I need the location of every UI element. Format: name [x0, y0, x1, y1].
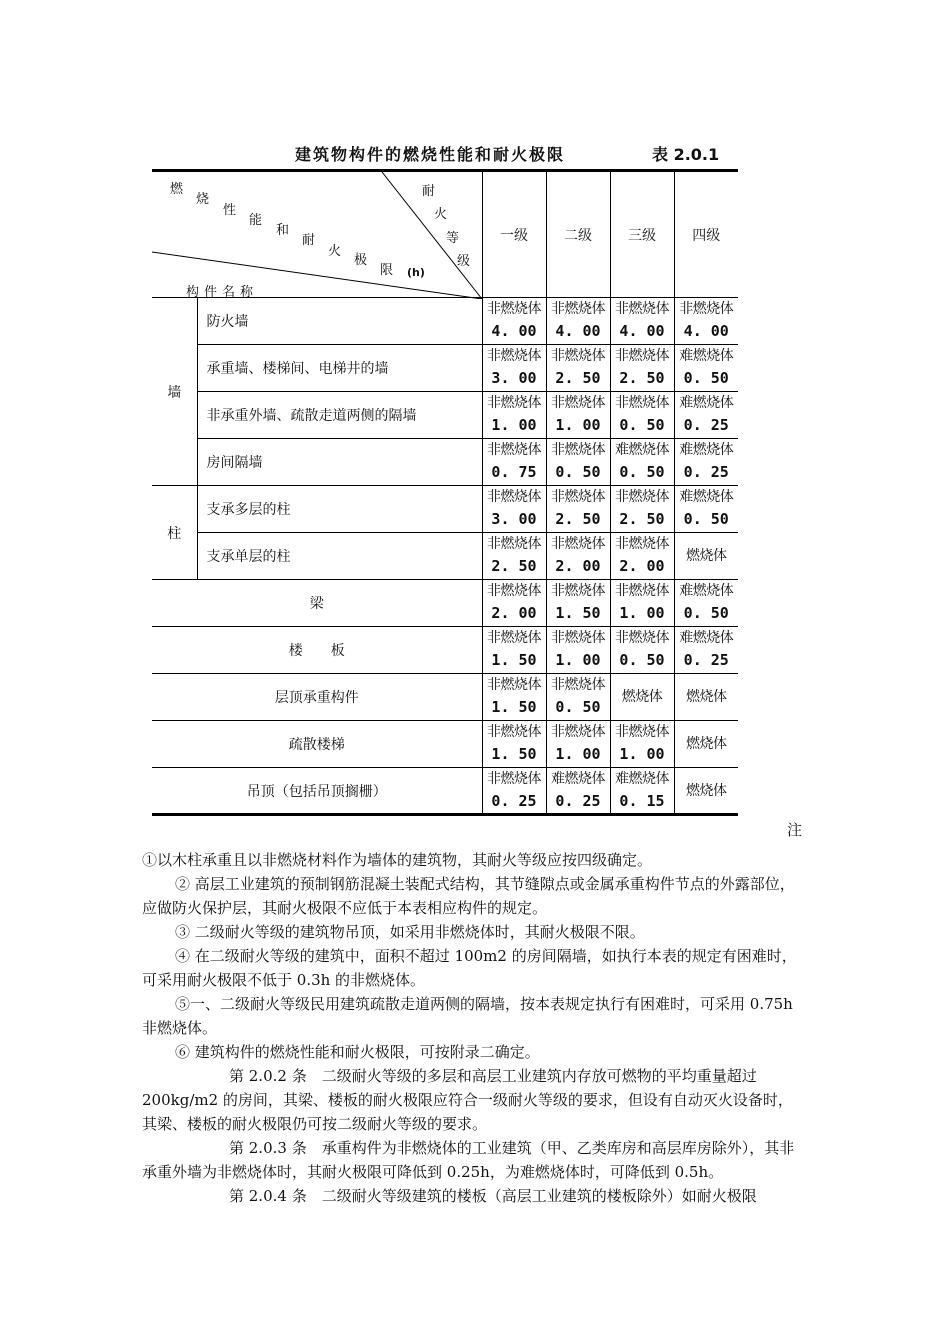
note-3: ③ 二级耐火等级的建筑物吊顶，如采用非燃烧体时，其耐火极限不限。 [175, 923, 645, 941]
header-char: 等 [446, 231, 460, 246]
table-row [152, 580, 738, 627]
material: 难燃烧体 [679, 442, 734, 458]
rating-cell [611, 534, 674, 578]
rating-cell [547, 393, 610, 437]
hours: 0. 25 [683, 416, 729, 434]
fire-rating-table [152, 169, 738, 816]
table-title: 建筑物构件的燃烧性能和耐火极限 [295, 145, 566, 164]
header-char: 耐 [422, 184, 436, 199]
hours: 0. 50 [555, 698, 601, 716]
rating-cell [675, 687, 739, 707]
hours: 4. 00 [619, 322, 665, 340]
hours: 3. 00 [491, 510, 537, 528]
component-name: 非承重外墙、疏散走道两侧的隔墙 [197, 392, 482, 439]
material: 难燃烧体 [615, 770, 669, 787]
note-2: ② 高层工业建筑的预制钢筋混凝土装配式结构，其节缝隙点或金属承重构件节点的外露部位，应做防火保护层，其耐火极限不应低于本表相应构件的规定。 [142, 875, 795, 917]
material: 非燃烧体 [615, 395, 669, 411]
article-2-0-2: 第 2.0.2 条 二级耐火等级的多层和高层工业建筑内存放可燃物的平均重量超过 200kg/m2 的房间，其梁、楼板的耐火极限应符合一级耐火等级的要求，但设有自动灭火设备时，其梁、楼板的耐火极限仍可按二级耐火等级的要求。 [142, 1067, 793, 1133]
hours: 0. 75 [491, 463, 537, 481]
component-name: 楼 板 [152, 627, 482, 674]
rating-cell [483, 346, 546, 390]
rating-cell [675, 628, 739, 672]
rating-cell [611, 393, 674, 437]
hours: 1. 50 [555, 604, 601, 622]
hours: 0. 50 [619, 651, 665, 669]
hours: 0. 25 [683, 463, 729, 481]
header-char: 性 [223, 203, 237, 218]
material: 非燃烧体 [487, 489, 541, 505]
rating-cell [483, 393, 546, 437]
component-name: 支承单层的柱 [197, 533, 482, 580]
material: 非燃烧体 [551, 395, 605, 411]
component-name: 吊顶（包括吊顶搁栅） [152, 768, 482, 815]
hours: 0. 15 [619, 791, 665, 810]
material: 非燃烧体 [615, 536, 669, 552]
rating-cell [675, 299, 739, 343]
material: 非燃烧体 [615, 489, 669, 505]
rating-cell [483, 440, 546, 484]
material: 非燃烧体 [551, 301, 605, 317]
rating-cell [547, 675, 610, 719]
rating-cell [611, 299, 674, 343]
hours: 1. 00 [491, 416, 537, 434]
hours: 4. 00 [555, 322, 601, 340]
header-char: 烧 [196, 192, 210, 207]
material: 非燃烧体 [487, 630, 541, 646]
material: 非燃烧体 [551, 348, 605, 364]
material: 非燃烧体 [487, 770, 541, 787]
table-row [152, 533, 738, 580]
material: 难燃烧体 [679, 395, 734, 411]
header-char: 能 [249, 213, 263, 228]
rating-cell [547, 487, 610, 531]
rating-cell [547, 440, 610, 484]
rating-cell [611, 628, 674, 672]
table-row [152, 721, 738, 768]
rating-cell [611, 687, 674, 707]
rating-cell [611, 440, 674, 484]
header-diagonal-cell [152, 171, 482, 298]
component-name: 疏散楼梯 [152, 721, 482, 768]
rating-cell [675, 393, 739, 437]
hours: 0. 50 [683, 510, 729, 528]
article-2-0-3: 第 2.0.3 条 承重构件为非燃烧体的工业建筑（甲、乙类库房和高层库房除外），其非承重外墙为非燃烧体时，其耐火极限可降低到 0.25h，为难燃烧体时，可降低到 0.5h。 [142, 1139, 795, 1181]
hours: 0. 25 [683, 651, 729, 669]
material: 燃烧体 [621, 689, 663, 705]
rating-cell [675, 440, 739, 484]
material: 非燃烧体 [551, 442, 605, 458]
grade-header: 一级 [482, 171, 546, 298]
rating-cell [675, 581, 739, 625]
hours: 0. 50 [619, 463, 665, 481]
header-char: 级 [457, 254, 471, 269]
header-char: 限 [380, 263, 394, 278]
hours: 2. 50 [619, 369, 665, 387]
rating-cell [483, 628, 546, 672]
header-char: 极 [354, 253, 368, 268]
material: 非燃烧体 [487, 724, 541, 740]
notes-label: 注 [787, 821, 803, 839]
hours: 4. 00 [491, 322, 537, 340]
material: 非燃烧体 [551, 536, 605, 552]
material: 难燃烧体 [679, 489, 734, 505]
hours: 0. 50 [619, 416, 665, 434]
rating-cell [547, 722, 610, 766]
material: 非燃烧体 [487, 536, 541, 552]
rating-cell [483, 769, 546, 813]
material: 非燃烧体 [487, 348, 541, 364]
rating-cell [611, 722, 674, 766]
table-row [152, 768, 738, 815]
rating-cell [675, 487, 739, 531]
material: 非燃烧体 [615, 630, 669, 646]
rating-cell [611, 581, 674, 625]
header-char: 火 [328, 244, 342, 259]
rating-cell [483, 487, 546, 531]
hours: 4. 00 [683, 322, 729, 340]
rating-cell [483, 299, 546, 343]
rating-cell [483, 675, 546, 719]
hours: 1. 50 [491, 745, 537, 763]
rating-cell [675, 346, 739, 390]
material: 非燃烧体 [615, 724, 669, 740]
rating-cell [547, 346, 610, 390]
header-char: 和 [276, 223, 290, 238]
notes-body [142, 848, 807, 1208]
component-name: 承重墙、楼梯间、电梯井的墙 [197, 345, 482, 392]
hours: 0. 50 [683, 369, 729, 387]
material: 非燃烧体 [551, 583, 605, 599]
material: 燃烧体 [686, 782, 727, 799]
hours: 3. 00 [491, 369, 537, 387]
rating-cell [547, 581, 610, 625]
hours: 1. 00 [619, 604, 665, 622]
hours: 2. 50 [491, 557, 537, 575]
component-name: 防火墙 [197, 298, 482, 345]
hours: 2. 00 [619, 557, 665, 575]
component-name: 支承多层的柱 [197, 486, 482, 533]
material: 难燃烧体 [551, 770, 605, 787]
material: 燃烧体 [686, 689, 727, 705]
header-component-name: 构件名称 [186, 285, 259, 300]
material: 非燃烧体 [551, 677, 605, 693]
material: 非燃烧体 [615, 301, 669, 317]
material: 难燃烧体 [679, 630, 734, 646]
rating-cell [611, 487, 674, 531]
rating-cell [675, 734, 739, 754]
grade-header: 二级 [546, 171, 610, 298]
note-4: ④ 在二级耐火等级的建筑中，面积不超过 100m2 的房间隔墙，如执行本表的规定有困难时，可采用耐火极限不低于 0.3h 的非燃烧体。 [142, 947, 797, 989]
component-name: 层顶承重构件 [152, 674, 482, 721]
hours: 0. 50 [683, 604, 729, 622]
hours: 2. 50 [619, 510, 665, 528]
table-row [152, 439, 738, 486]
rating-cell [547, 628, 610, 672]
hours: 2. 00 [491, 604, 537, 622]
note-6: ⑥ 建筑构件的燃烧性能和耐火极限，可按附录二确定。 [175, 1043, 540, 1061]
hours: 0. 25 [491, 791, 537, 810]
material: 非燃烧体 [487, 583, 541, 599]
table-row [152, 345, 738, 392]
rating-cell [547, 299, 610, 343]
material: 非燃烧体 [487, 395, 541, 411]
material: 非燃烧体 [551, 489, 605, 505]
material: 非燃烧体 [551, 724, 605, 740]
material: 非燃烧体 [487, 301, 541, 317]
header-char: 燃 [170, 182, 184, 197]
header-char: 火 [434, 207, 448, 222]
group-label-wall: 墙 [152, 298, 197, 486]
material: 非燃烧体 [615, 348, 669, 364]
table-row [152, 674, 738, 721]
material: 非燃烧体 [551, 630, 605, 646]
material: 燃烧体 [686, 548, 727, 564]
rating-cell [611, 346, 674, 390]
material: 难燃烧体 [679, 583, 734, 599]
article-2-0-4: 第 2.0.4 条 二级耐火等级建筑的楼板（高层工业建筑的楼板除外）如耐火极限 [229, 1187, 757, 1205]
material: 非燃烧体 [487, 442, 541, 458]
table-row [152, 298, 738, 345]
rating-cell [547, 769, 610, 813]
component-name: 房间隔墙 [197, 439, 482, 486]
rating-cell [483, 722, 546, 766]
rating-cell [675, 546, 739, 566]
rating-cell [483, 534, 546, 578]
material: 非燃烧体 [679, 301, 734, 317]
table-row [152, 627, 738, 674]
hours: 1. 00 [555, 651, 601, 669]
table-row [152, 392, 738, 439]
material: 难燃烧体 [679, 348, 734, 364]
hours: 1. 00 [555, 416, 601, 434]
header-char: 耐 [302, 233, 316, 248]
table-number: 表 2.0.1 [652, 145, 720, 164]
hours: 1. 50 [491, 698, 537, 716]
table-header-row [152, 171, 738, 298]
rating-cell [611, 769, 674, 813]
note-1: ①以木柱承重且以非燃烧材料作为墙体的建筑物，其耐火等级应按四级确定。 [142, 851, 653, 869]
grade-header: 三级 [610, 171, 674, 298]
material: 非燃烧体 [487, 677, 541, 693]
grade-header: 四级 [674, 171, 738, 298]
hours: 1. 00 [555, 745, 601, 763]
hours: 0. 25 [555, 791, 601, 810]
material: 非燃烧体 [615, 583, 669, 599]
hours: 2. 00 [555, 557, 601, 575]
hours: 0. 50 [555, 463, 601, 481]
note-5: ⑤一、二级耐火等级民用建筑疏散走道两侧的隔墙，按本表规定执行有困难时，可采用 0.75h 非燃烧体。 [142, 995, 793, 1037]
hours: 1. 00 [619, 745, 665, 763]
rating-cell [547, 534, 610, 578]
rating-cell [483, 581, 546, 625]
table-row [152, 486, 738, 533]
group-label-column: 柱 [152, 486, 197, 580]
hours: 2. 50 [555, 510, 601, 528]
hours: 2. 50 [555, 369, 601, 387]
material: 难燃烧体 [615, 442, 669, 458]
header-unit: (h) [407, 266, 425, 279]
hours: 1. 50 [491, 651, 537, 669]
material: 燃烧体 [686, 736, 727, 752]
rating-cell [675, 781, 739, 801]
component-name: 梁 [152, 580, 482, 627]
